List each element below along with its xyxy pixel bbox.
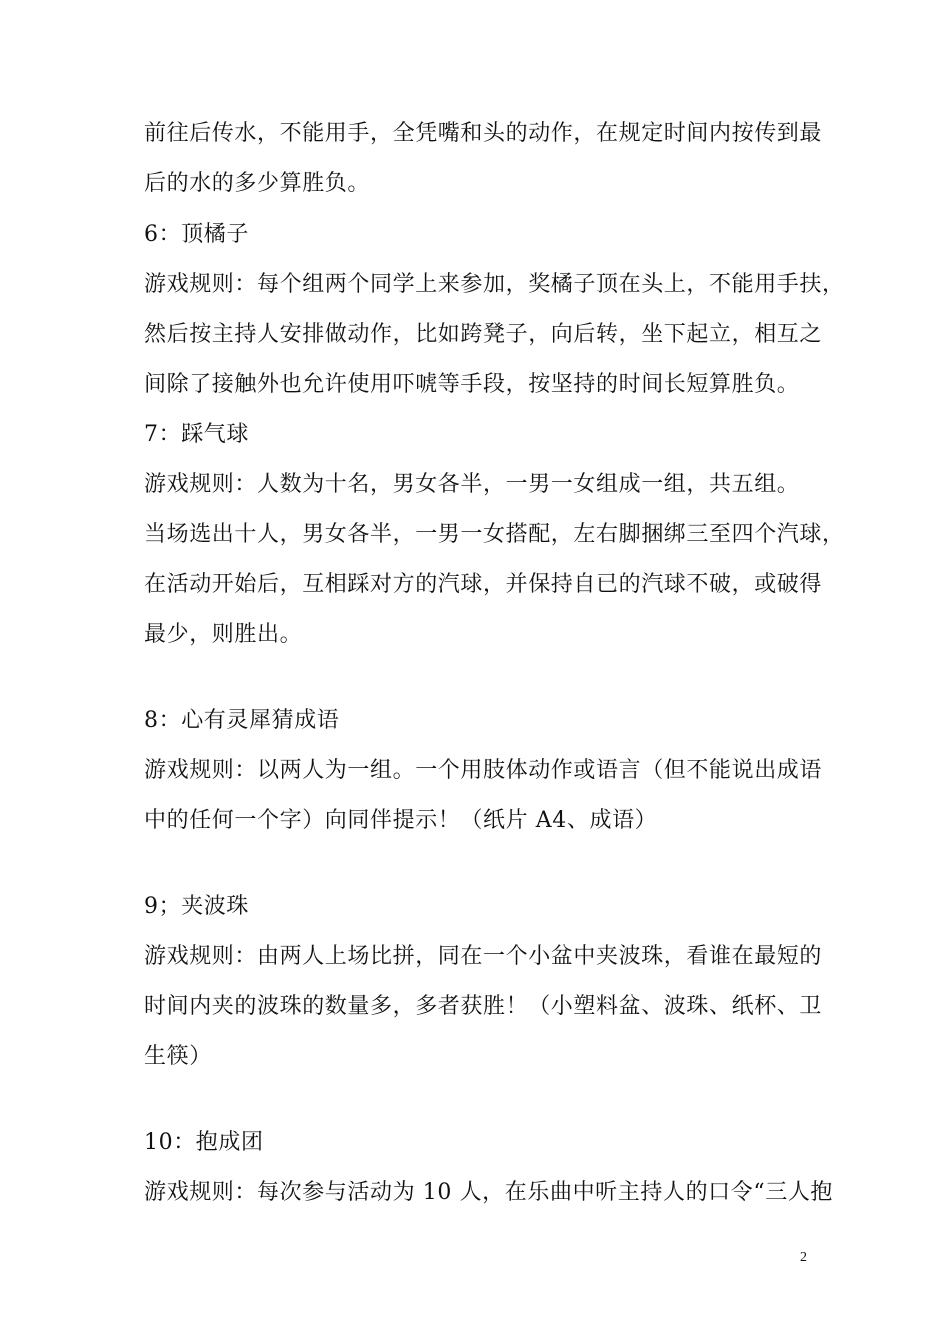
body-text-line: 然后按主持人安排做动作，比如跨凳子，向后转，坐下起立，相互之 xyxy=(144,322,823,347)
page-number: 2 xyxy=(800,1250,807,1265)
body-text-line: 在活动开始后，互相踩对方的汽球，并保持自已的汽球不破，或破得 xyxy=(144,572,823,597)
rule-text-line: 游戏规则：由两人上场比拼，同在一个小盆中夹波珠，看谁在最短的 xyxy=(144,944,823,969)
rule-text-line: 游戏规则：以两人为一组。一个用肢体动作或语言（但不能说出成语 xyxy=(144,758,823,783)
body-text-line: 间除了接触外也允许使用吓唬等手段，按坚持的时间长短算胜负。 xyxy=(144,372,800,397)
rule-text-line: 游戏规则：人数为十名，男女各半，一男一女组成一组，共五组。 xyxy=(144,472,800,497)
body-text-line: 时间内夹的波珠的数量多，多者获胜！（小塑料盆、波珠、纸杯、卫 xyxy=(144,994,823,1019)
body-text-line: 最少，则胜出。 xyxy=(144,622,303,647)
body-text-line: 中的任何一个字）向同伴提示！（纸片 A4、成语） xyxy=(144,808,658,833)
section-heading-8: 8：心有灵犀猜成语 xyxy=(144,708,340,733)
body-text-line: 当场选出十人，男女各半，一男一女搭配，左右脚捆绑三至四个汽球， xyxy=(144,522,845,547)
rule-text-line: 游戏规则：每次参与活动为 10 人，在乐曲中听主持人的口令“三人抱 xyxy=(144,1180,834,1205)
section-heading-9: 9；夹波珠 xyxy=(144,894,249,919)
section-heading-6: 6：顶橘子 xyxy=(144,222,249,247)
body-text-line: 前往后传水，不能用手，全凭嘴和头的动作，在规定时间内按传到最 xyxy=(144,121,823,146)
body-text-line: 生筷） xyxy=(144,1044,212,1069)
section-heading-7: 7：踩气球 xyxy=(144,422,249,447)
body-text-line: 后的水的多少算胜负。 xyxy=(144,171,371,196)
section-heading-10: 10：抱成团 xyxy=(144,1130,264,1155)
rule-text-line: 游戏规则：每个组两个同学上来参加，奖橘子顶在头上，不能用手扶， xyxy=(144,272,845,297)
